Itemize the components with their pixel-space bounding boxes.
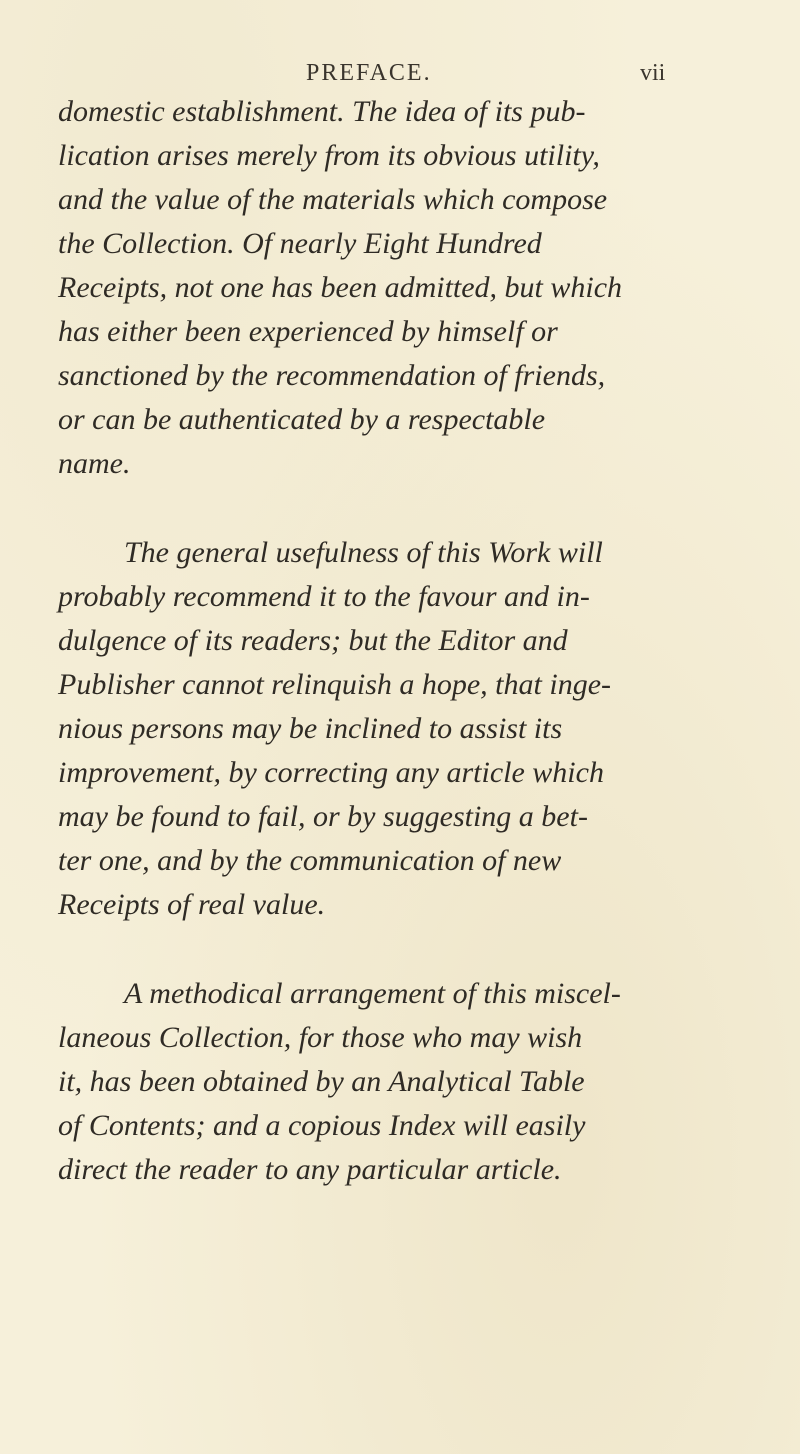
text-line: The general usefulness of this Work will — [124, 536, 603, 569]
text-line: of Contents; and a copious Index will easily — [58, 1109, 586, 1142]
paragraph-2 — [58, 531, 658, 927]
text-line: A methodical arrangement of this miscel- — [124, 977, 621, 1010]
text-line: has either been experienced by himself or — [58, 315, 558, 348]
text-line: name. — [58, 447, 131, 480]
text-line: domestic establishment. The idea of its pub- — [58, 95, 586, 128]
text-line: sanctioned by the recommendation of friends, — [58, 359, 606, 392]
text-line: ter one, and by the communication of new — [58, 844, 562, 877]
running-head — [0, 60, 800, 90]
text-line: and the value of the materials which compose — [58, 183, 608, 216]
body-text — [58, 90, 658, 1192]
text-line: it, has been obtained by an Analytical Table — [58, 1065, 585, 1098]
text-line: laneous Collection, for those who may wish — [58, 1021, 583, 1054]
page-number: vii — [640, 60, 666, 86]
paragraph-spacer — [58, 486, 658, 531]
text-line: Receipts of real value. — [58, 888, 326, 921]
text-line: Publisher cannot relinquish a hope, that inge- — [58, 668, 611, 701]
paragraph-1 — [58, 90, 658, 486]
text-line: probably recommend it to the favour and in- — [58, 580, 590, 613]
text-line: or can be authenticated by a respectable — [58, 403, 546, 436]
paragraph-3 — [58, 972, 658, 1192]
running-title: PREFACE. — [306, 60, 432, 86]
text-line: may be found to fail, or by suggesting a bet- — [58, 800, 588, 833]
text-line: nious persons may be inclined to assist its — [58, 712, 563, 745]
text-line: direct the reader to any particular article. — [58, 1153, 562, 1186]
text-line: lication arises merely from its obvious utility, — [58, 139, 600, 172]
text-line: improvement, by correcting any article which — [58, 756, 604, 789]
text-line: Receipts, not one has been admitted, but which — [58, 271, 623, 304]
text-line: dulgence of its readers; but the Editor and — [58, 624, 568, 657]
text-line: the Collection. Of nearly Eight Hundred — [58, 227, 542, 260]
paragraph-spacer — [58, 927, 658, 972]
